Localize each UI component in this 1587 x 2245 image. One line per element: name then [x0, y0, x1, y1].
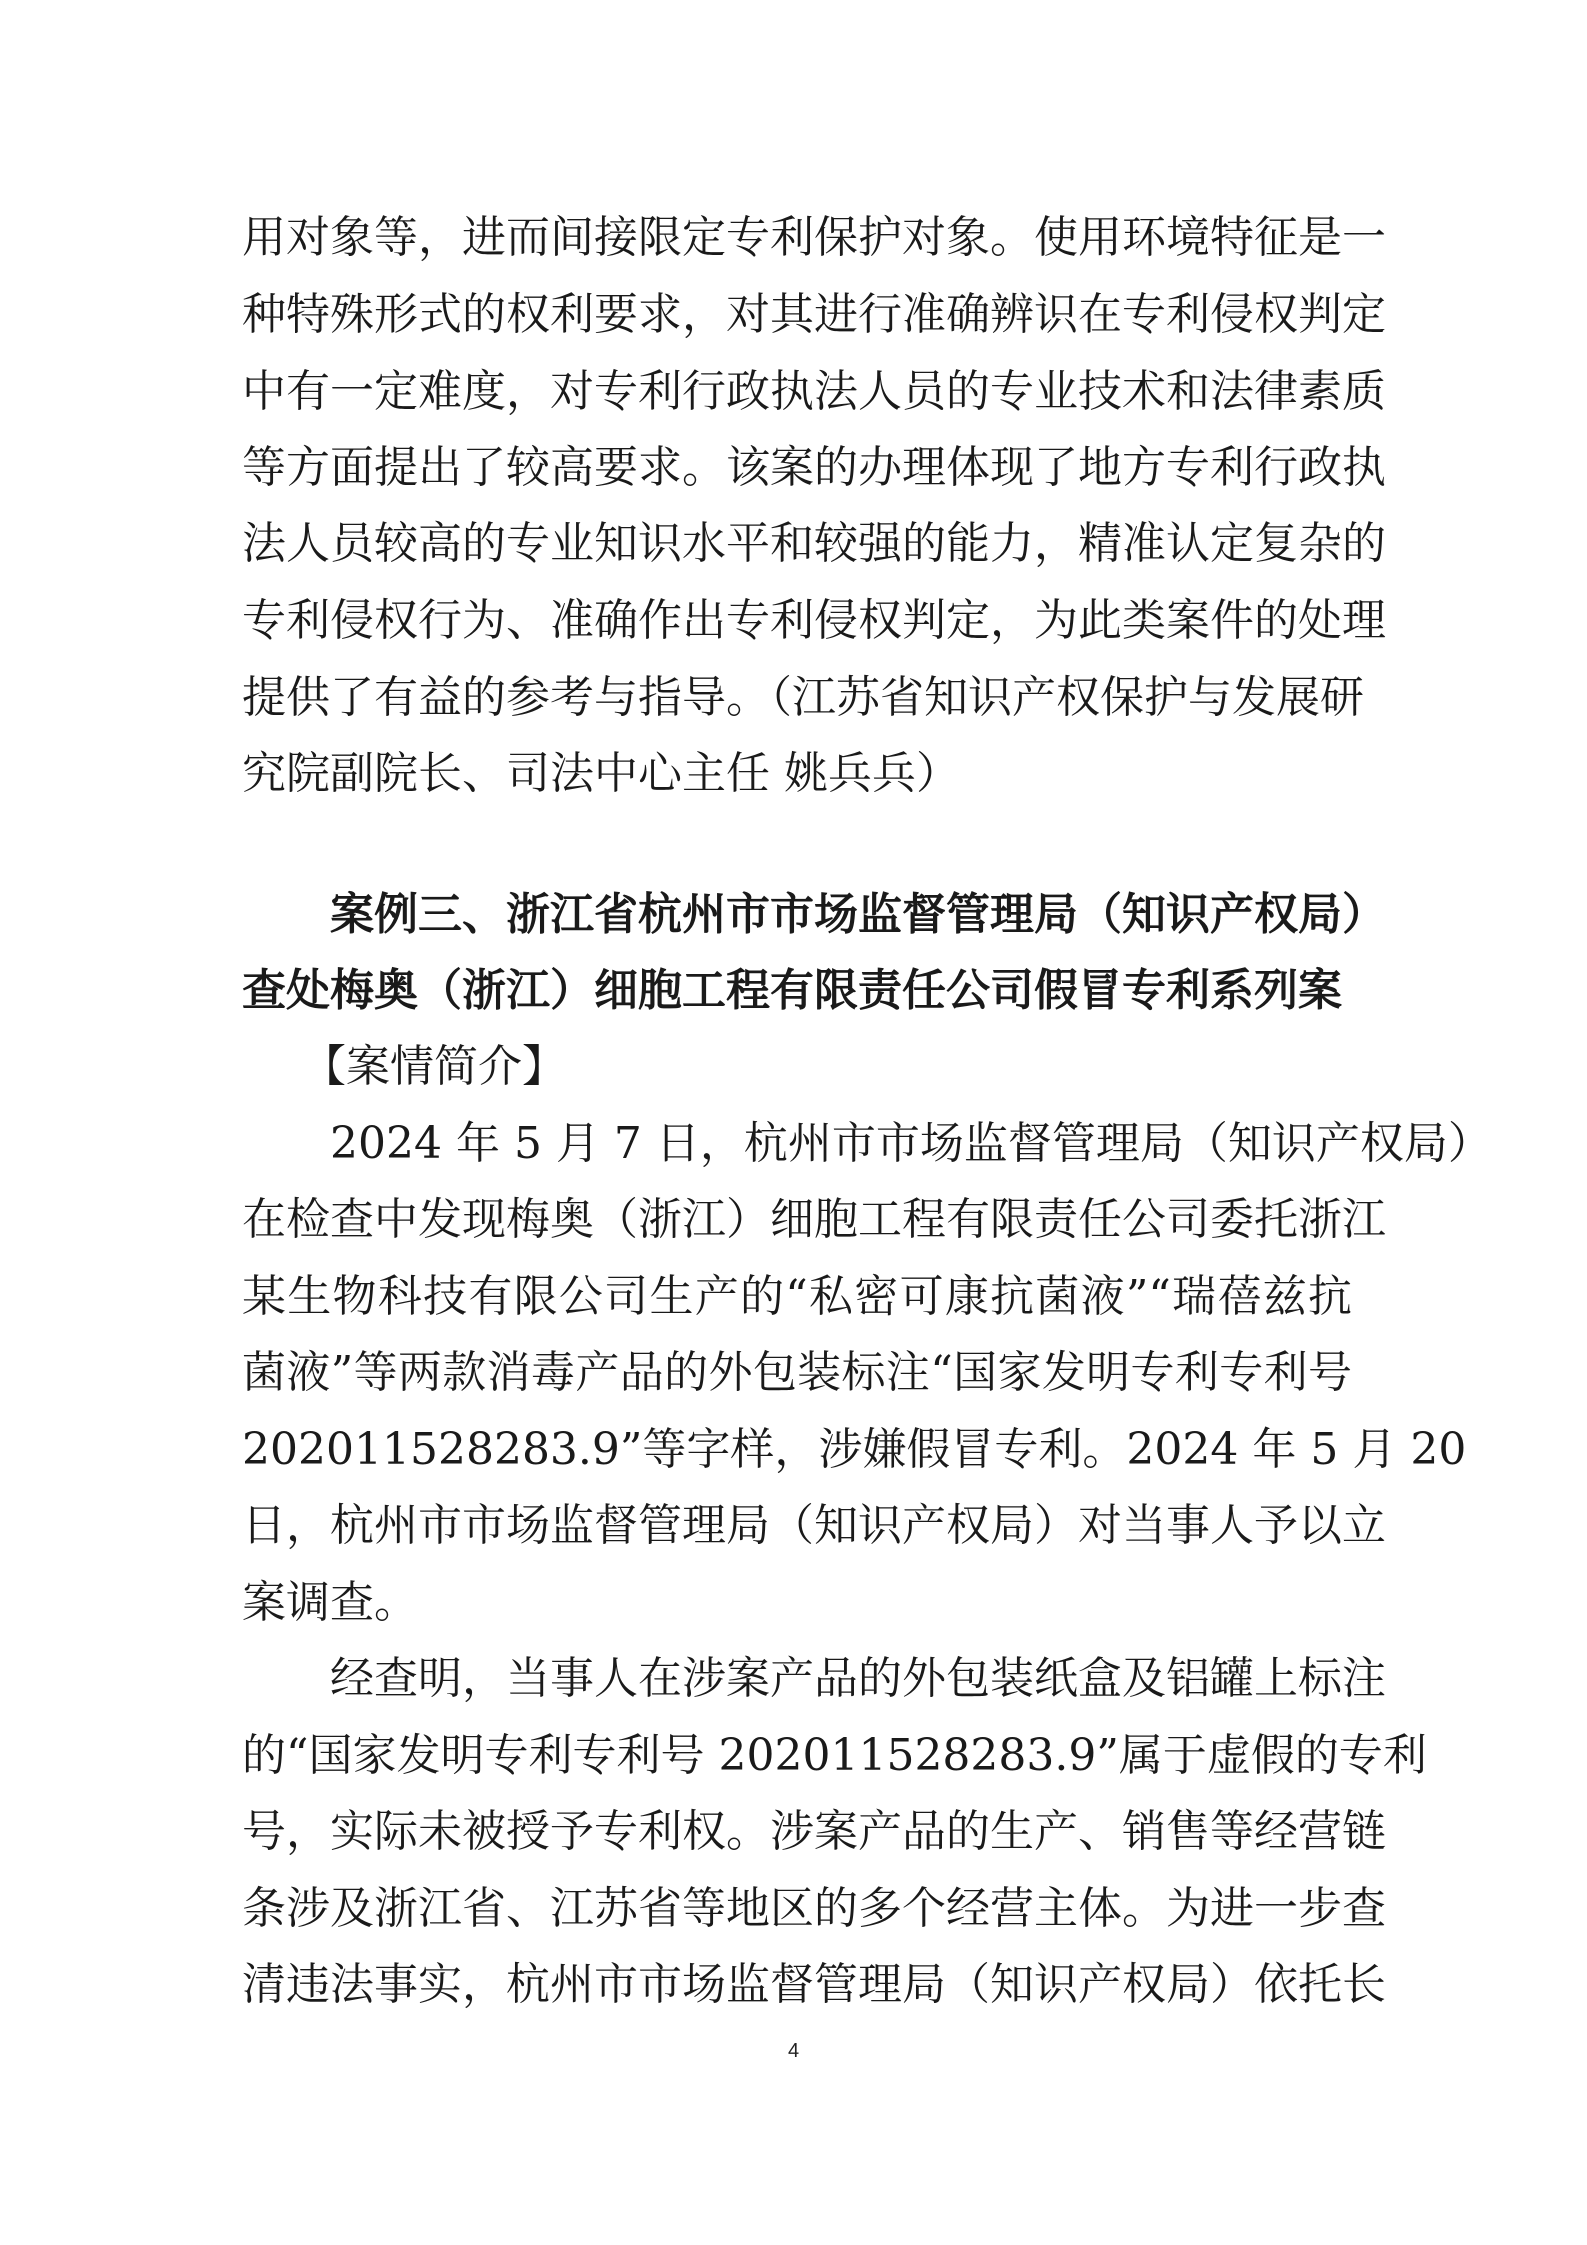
paragraph-line: 某生物科技有限公司生产的“私密可康抗菌液”“瑞蓓兹抗: [242, 1271, 1352, 1322]
paragraph-line: 清违法事实，杭州市市场监督管理局（知识产权局）依托长: [242, 1959, 1386, 2010]
section-label: 【案情简介】: [302, 1041, 566, 1092]
paragraph-line: 案调查。: [242, 1577, 418, 1628]
paragraph-line: 经查明，当事人在涉案产品的外包装纸盒及铝罐上标注: [330, 1653, 1386, 1704]
paragraph-line: 究院副院长、司法中心主任 姚兵兵）: [242, 748, 960, 799]
paragraph-line: 2024 年 5 月 7 日，杭州市市场监督管理局（知识产权局）: [330, 1118, 1492, 1169]
paragraph-line: 号，实际未被授予专利权。涉案产品的生产、销售等经营链: [242, 1806, 1386, 1857]
case-title-line: 案例三、浙江省杭州市市场监督管理局（知识产权局）: [330, 889, 1386, 940]
paragraph-line: 用对象等，进而间接限定专利保护对象。使用环境特征是一: [242, 212, 1386, 263]
paragraph-line: 专利侵权行为、准确作出专利侵权判定，为此类案件的处理: [242, 595, 1386, 646]
paragraph-line: 202011528283.9”等字样，涉嫌假冒专利。2024 年 5 月 20: [242, 1424, 1467, 1475]
paragraph-line: 提供了有益的参考与指导。（江苏省知识产权保护与发展研: [242, 672, 1364, 723]
paragraph-line: 法人员较高的专业知识水平和较强的能力，精准认定复杂的: [242, 518, 1386, 569]
paragraph-line: 种特殊形式的权利要求，对其进行准确辨识在专利侵权判定: [242, 289, 1386, 340]
paragraph-line: 在检查中发现梅奥（浙江）细胞工程有限责任公司委托浙江: [242, 1194, 1386, 1245]
case-title-line: 查处梅奥（浙江）细胞工程有限责任公司假冒专利系列案: [242, 965, 1342, 1016]
paragraph-line: 菌液”等两款消毒产品的外包装标注“国家发明专利专利号: [242, 1347, 1352, 1398]
paragraph-line: 等方面提出了较高要求。该案的办理体现了地方专利行政执: [242, 442, 1386, 493]
paragraph-line: 条涉及浙江省、江苏省等地区的多个经营主体。为进一步查: [242, 1883, 1386, 1934]
page-number: 4: [787, 2040, 800, 2062]
paragraph-line: 中有一定难度，对专利行政执法人员的专业技术和法律素质: [242, 366, 1386, 417]
paragraph-line: 的“国家发明专利专利号 202011528283.9”属于虚假的专利: [242, 1730, 1427, 1781]
paragraph-line: 日，杭州市市场监督管理局（知识产权局）对当事人予以立: [242, 1500, 1386, 1551]
